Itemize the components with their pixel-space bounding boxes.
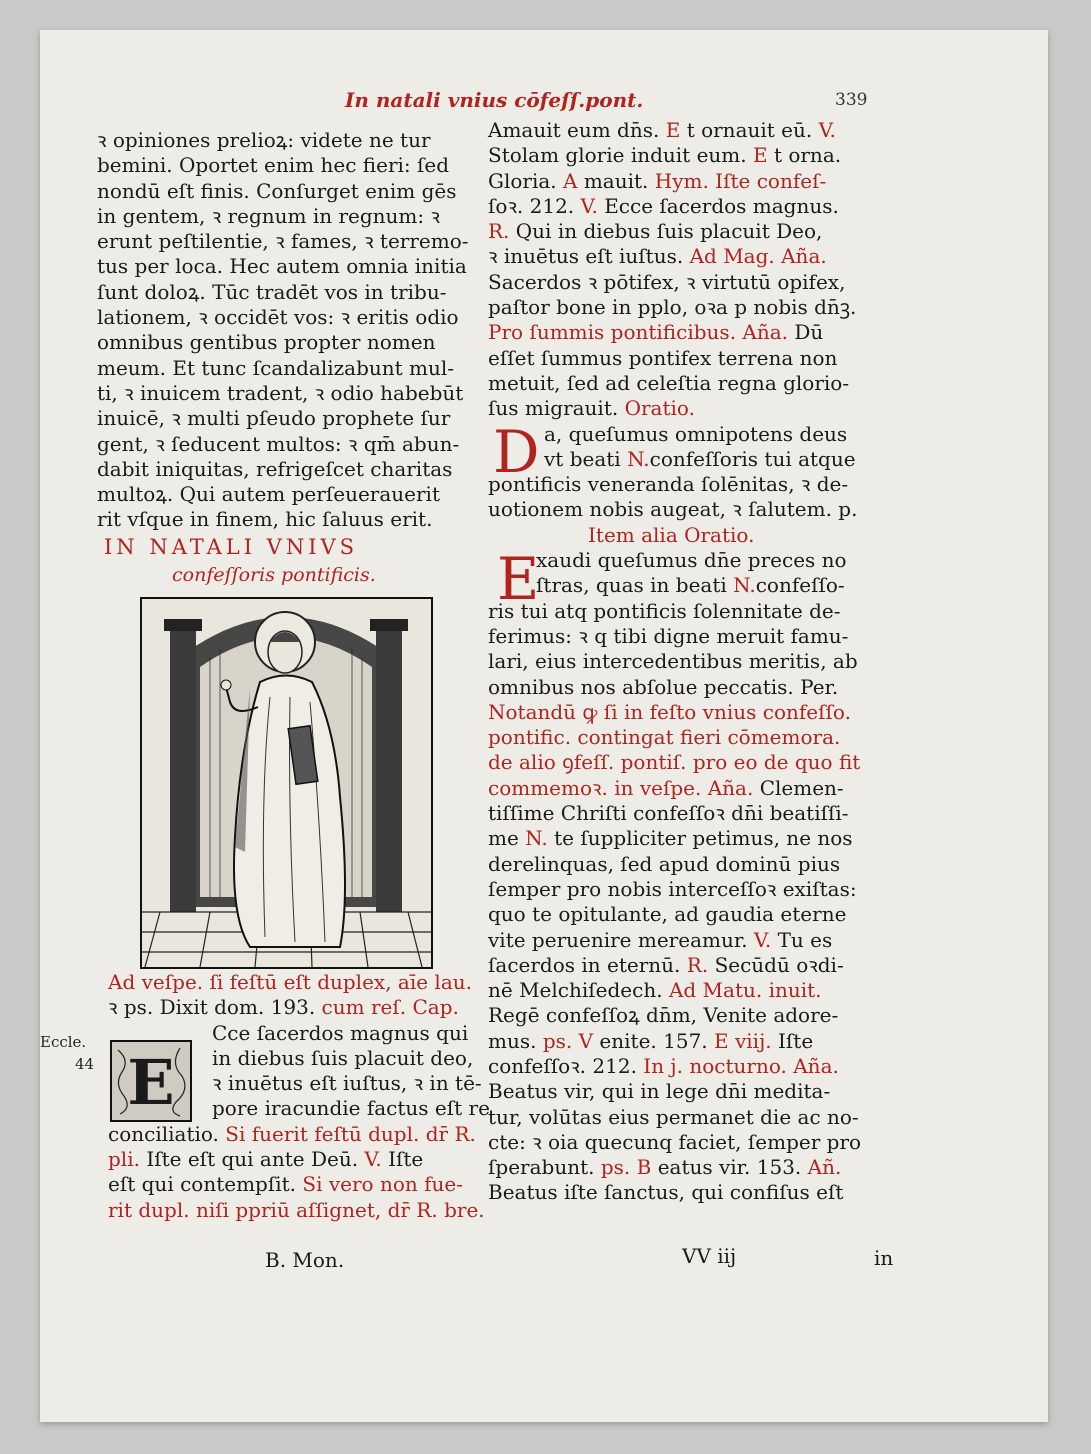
collect-line: ſtras, quas in beati N.confeſſo- [536,573,845,598]
left-column-text [97,128,469,533]
body-text: Tu es [777,927,833,952]
rubric-text: V. [818,118,836,142]
text-line: meum. Et tunc ſcandalizabunt mul- [97,355,455,380]
body-text: Amauit eum dn̄s. [488,118,660,142]
red-initial-e: E [497,545,540,613]
rubric-text: Ad Matu. inuit. [668,978,822,1003]
rubric-line: Ad veſpe. ſi feſtū eſt duplex, aīe lau. [108,970,472,994]
text-line [488,928,878,953]
signature-mark-left: B. Mon. [265,1248,345,1272]
body-text: derelinquas, ſed apud dominū pius [488,851,841,876]
rubric-line: pontific. contingat fieri cōmemora. [488,725,841,750]
rubric-text: N. [525,826,548,851]
body-text: nē Melchiſedech. [488,978,663,1003]
body-text: t ornauit eū. [686,118,813,142]
text-line [488,194,878,219]
text-line [488,143,878,168]
text-line: dabit iniquitas, refrigeſcet charitas [97,456,453,481]
collect-line: lari, eius intercedentibus meritis, ab [488,649,858,674]
body-text: metuit, ſed ad celeſtia regna glorio- [488,370,850,395]
signature-mark: VV iij [682,1244,737,1268]
text-line: tus per loca. Hec autem omnia initia [97,254,467,279]
section-subheading: confeſſoris pontificis. [172,564,376,586]
text-line: nondū eſt finis. Conſurget enim gēs [97,178,457,203]
rubric-text: Si vero non fue- [302,1172,463,1197]
psalm-text: ꝛ ps. Dixit dom. 193. [108,995,316,1020]
rubric-line: commemoꝛ. in veſpe. Aña. Clemen- [488,775,844,800]
text-line [488,219,878,244]
rubric-text: pli. [108,1147,140,1172]
text-line [488,371,878,396]
psalm-line [108,995,488,1020]
chapter-text: eſt qui contempſit. [108,1172,297,1197]
text-line [488,1180,878,1205]
body-text: paſtor bone in pplo, oꝛa p nobis dn̄ꝫ. [488,295,857,320]
text-line [488,852,878,877]
rubric-text: ps. B [600,1155,652,1180]
text-line [488,902,878,927]
rubric-line: Item alia Oratio. [588,522,755,547]
catchword: in [874,1246,894,1270]
body-text: t orna. [773,143,842,168]
chapter-line [108,1147,488,1172]
body-text: Sacerdos ꝛ pōtifex, ꝛ virtutū opifex, [488,269,846,294]
rubric-text: Oratio. [624,396,695,421]
text-line [488,1105,878,1130]
rubric-line: de alio ꝯfeſſ. pontiſ. pro eo de quo fit [488,750,861,775]
text-line [488,118,878,143]
collect-line: uotionem nobis augeat, ꝛ ſalutem. p. [488,497,858,522]
body-text: me [488,826,519,851]
rubric-text: R. [686,952,709,977]
text-line [488,801,878,826]
rubric-text: cum reſ. Cap. [321,995,459,1020]
text-line: ꝛ opiniones prelioꝝ: videte ne tur [97,128,431,152]
text-line [488,877,878,902]
body-text: tur, volūtas eius permanet die ac no- [488,1104,859,1129]
red-initial-d: D [493,418,540,486]
rubric-text: A [563,168,578,193]
text-line [488,953,878,978]
body-text: Gloria. [488,168,557,193]
chapter-line [108,1122,488,1147]
text-line: gent, ꝛ ſeducent multos: ꝛ qm̄ abun- [97,431,460,456]
collect-line: ris tui atq pontificis ſolennitate de- [488,598,841,623]
rubric-text: Ad Mag. Aña. [689,244,827,269]
margin-note: Eccle. [40,1033,87,1051]
text-line [488,1155,878,1180]
section-heading: IN NATALI VNIVS [104,535,359,559]
text-line [488,396,878,421]
rubric-line: rit dupl. niſi ppriū aſſignet, dr̄ R. bre. [108,1197,485,1222]
body-text: quo te opitulante, ad gaudia eterne [488,902,847,927]
text-line [488,1130,878,1155]
text-line: lationem, ꝛ occidēt vos: ꝛ eritis odio [97,305,459,330]
chapter-text: Iſte eſt qui ante Deū. [146,1147,359,1172]
text-line: erunt peſtilentie, ꝛ fames, ꝛ terremo- [97,229,469,254]
svg-text:E: E [127,1046,175,1119]
versicle-mark: V. [364,1147,382,1172]
rubric-text: V. [753,927,772,952]
body-text: ꝛ inuētus eſt iuſtus. [488,244,684,269]
chapter-line [108,1172,488,1197]
body-text: te ſuppliciter petimus, ne nos [554,826,853,851]
chapter-line: in diebus ſuis placuit deo, [212,1045,474,1070]
chapter-text: conciliatio. [108,1121,219,1146]
text-line [488,978,878,1003]
text-line: inuicē, ꝛ multi pſeudo prophete ſur [97,406,451,431]
text-line [488,320,878,345]
body-text: Iſte [777,1028,814,1053]
rubric-text: Añ. [807,1155,842,1180]
rubric-text: ps. V [542,1028,594,1053]
text-line [488,1003,878,1028]
chapter-text: Iſte [388,1147,424,1172]
text-line [488,270,878,295]
collect-line: a, queſumus omnipotens deus [544,421,848,446]
text-line [488,1054,878,1079]
chapter-line: Cce ſacerdos magnus qui [212,1020,469,1045]
rubric-text: V. [580,193,598,218]
body-text: ſemper pro nobis interceſſoꝛ exiſtas: [488,876,857,901]
text-line: omnibus gentibus propter nomen [97,330,436,355]
rubric-text: Pro ſummis pontificibus. Aña. [488,320,789,345]
body-text: Qui in diebus ſuis placuit Deo, [515,219,823,244]
text-line [488,1029,878,1054]
rubric-line: Notandū ꝙ ſi in feſto vnius confeſſo. [488,699,851,724]
body-text: ſus migrauit. [488,396,619,421]
body-text: confeſſoꝛ. 212. [488,1053,637,1078]
body-text: vite peruenire mereamur. [488,927,748,952]
text-line [488,244,878,269]
body-text: Secūdū oꝛdi- [714,952,844,977]
text-line: multoꝝ. Qui autem perſeuerauerit [97,482,440,507]
body-text: Regē confeſſoꝝ dn̄m, Venite adore- [488,1003,839,1028]
collect-line: pontificis veneranda ſolēnitas, ꝛ de- [488,472,849,497]
body-text: mus. [488,1028,537,1053]
body-text: enite. 157. [599,1028,708,1053]
text-line: ſunt doloꝝ. Tūc tradēt vos in tribu- [97,279,447,304]
page-number: 339 [835,90,868,110]
collect-line: ferimus: ꝛ q tibi digne meruit famu- [488,623,849,648]
text-line [488,1079,878,1104]
text-line: in gentem, ꝛ regnum in regnum: ꝛ [97,203,440,228]
body-text: cte: ꝛ oia quecunq faciet, ſemper pro [488,1129,862,1154]
body-text: eatus vir. 153. [657,1155,802,1180]
text-line [488,346,878,371]
rubric-text: Si fuerit feſtū dupl. dr̄ R. [225,1121,476,1146]
body-text: tiſſime Chriſti confeſſoꝛ dn̄i beatiſſi- [488,801,849,826]
body-text: Beatus iſte ſanctus, qui confiſus eſt [488,1180,844,1205]
body-text: ſperabunt. [488,1155,595,1180]
rubric-text: E [752,143,768,168]
saint-woodcut-illustration [140,597,433,969]
rubric-text: E [665,118,681,142]
body-text: ſoꝛ. 212. [488,193,575,218]
text-line: bemini. Oportet enim hec fieri: ſed [97,153,450,178]
body-text: mauit. [583,168,649,193]
text-line: ti, ꝛ inuicem tradent, ꝛ odio habebūt [97,380,464,405]
rubric-text: E viij. [714,1028,772,1053]
text-line: rit vſque in finem, hic ſaluus erit. [97,507,433,532]
chapter-line: ꝛ inuētus eſt iuſtus, ꝛ in tē- [212,1071,482,1096]
text-line [488,169,878,194]
body-text: eſſet ſummus pontifex terrena non [488,345,838,370]
body-text: Dū [794,320,824,345]
collect-line: vt beati N.confeſſoris tui atque [544,446,856,471]
rubric-text: In j. nocturno. Aña. [643,1053,839,1078]
right-column-text [488,118,878,1206]
rubric-text: Hym. Iſte confeſ- [654,168,827,193]
body-text: Stolam glorie induit eum. [488,143,747,168]
body-text: Beatus vir, qui in lege dn̄i medita- [488,1079,831,1104]
chapter-line: pore iracundie factus eſt re [212,1096,490,1121]
running-head: In natali vnius cōfeſſ.pont. [345,88,644,112]
rubric-text: R. [488,219,510,244]
text-line [488,826,878,851]
body-text: Ecce ſacerdos magnus. [604,193,839,218]
text-line [488,295,878,320]
decorated-initial-e [110,1040,192,1122]
collect-line: xaudi queſumus dn̄e preces no [536,548,847,573]
collect-line: omnibus nos abſolue peccatis. Per. [488,674,839,699]
body-text: ſacerdos in eternū. [488,952,681,977]
margin-number: 44 [75,1055,95,1073]
